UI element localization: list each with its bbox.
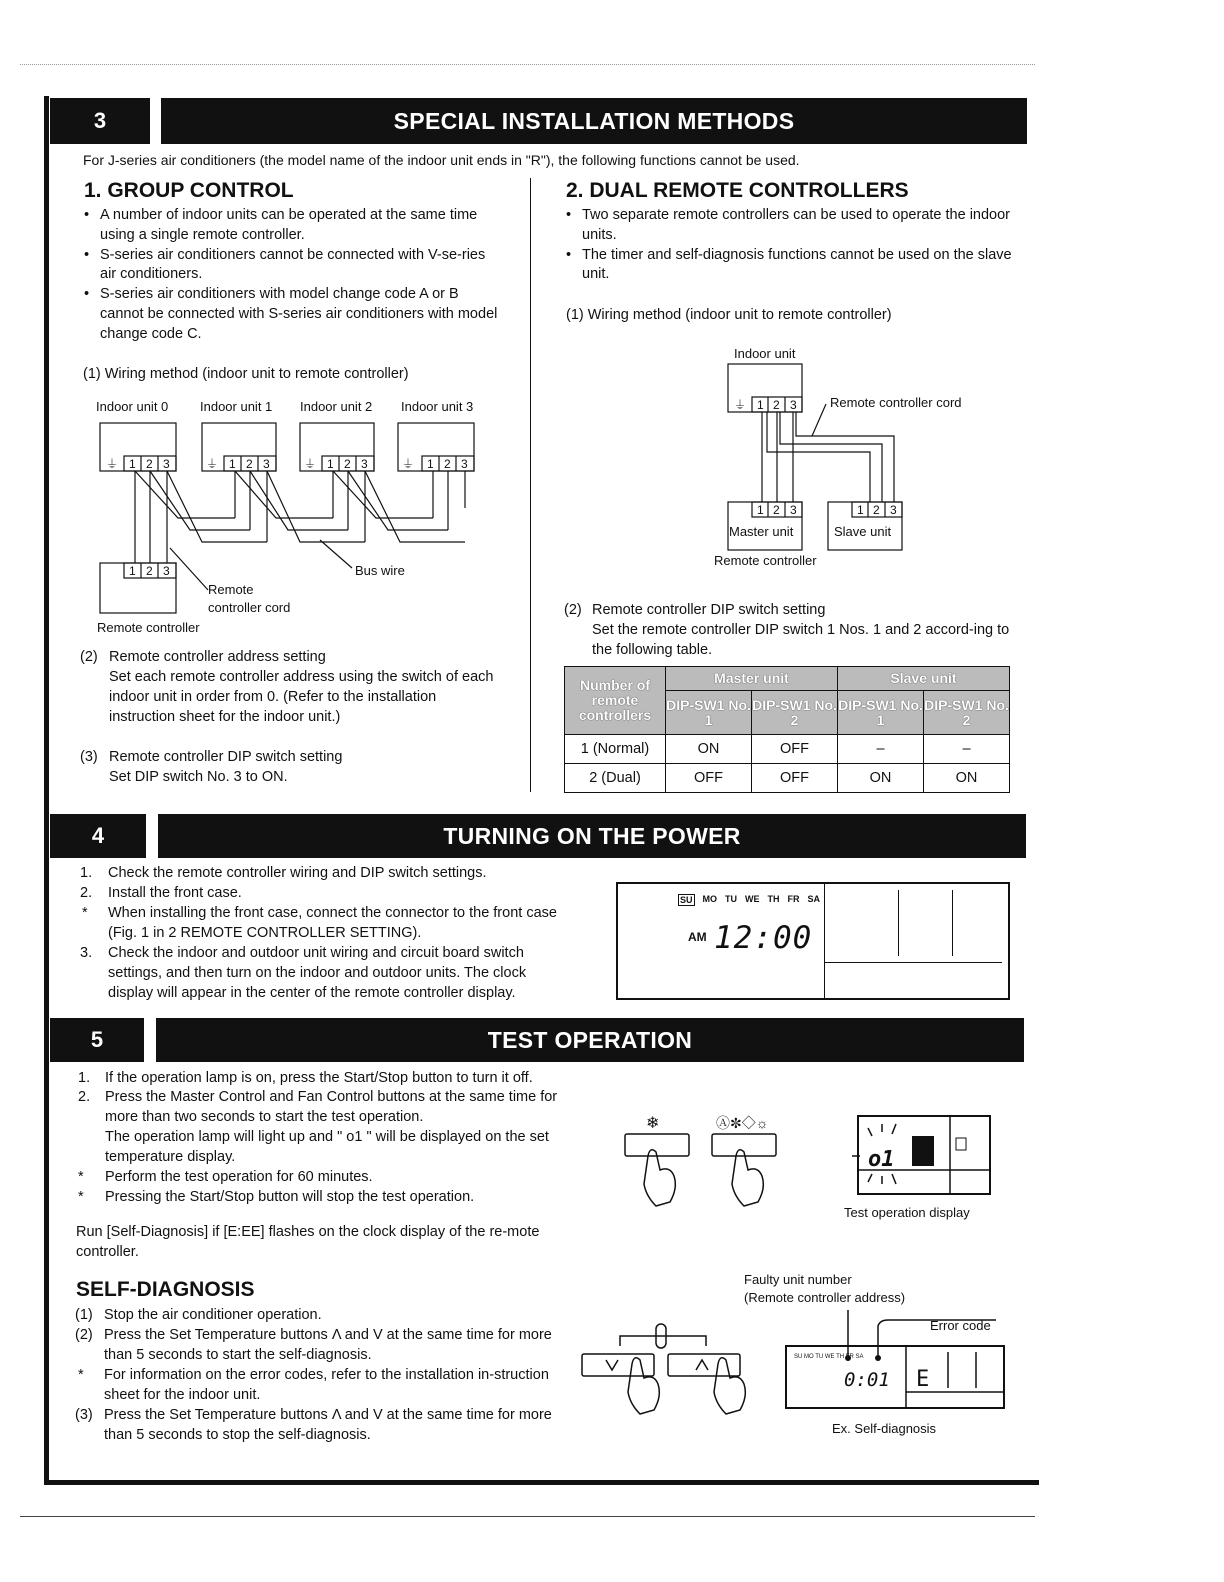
remote-controller-label: Remote controller xyxy=(714,553,817,568)
hand-icon xyxy=(644,1150,675,1206)
section-4-number: 4 xyxy=(50,814,146,858)
table-cell: ON xyxy=(838,764,924,793)
item-marker: 3. xyxy=(80,945,93,961)
svg-text:1: 1 xyxy=(857,503,864,517)
svg-text:1: 1 xyxy=(757,398,764,412)
item-marker: 1. xyxy=(80,865,93,881)
faulty-unit-label-2: (Remote controller address) xyxy=(744,1290,906,1305)
svg-text:1: 1 xyxy=(757,503,764,517)
address-setting-body: Set each remote controller address using the switch of each indoor unit in order from 0. (Refer to the installation instruction sheet for the indoor unit.) xyxy=(109,669,494,725)
item-marker: (2) xyxy=(75,1327,93,1343)
table-header: Slave unit xyxy=(838,667,1010,691)
table-subheader: DIP-SW1 No. 2 xyxy=(924,691,1010,735)
indoor-unit-2-label: Indoor unit 2 xyxy=(300,399,373,414)
master-unit-label: Master unit xyxy=(729,524,794,539)
remote-cord-label: Remote controller cord xyxy=(830,395,962,410)
indoor-unit-1-label: Indoor unit 1 xyxy=(200,399,273,414)
svg-text:2: 2 xyxy=(146,564,153,578)
table-subheader: DIP-SW1 No. 1 xyxy=(838,691,924,735)
svg-text:2: 2 xyxy=(773,503,780,517)
diag-step: Stop the air conditioner operation. xyxy=(104,1307,322,1323)
item-marker: * xyxy=(78,1169,84,1185)
svg-text:3: 3 xyxy=(790,503,797,517)
group-wiring-caption: (1) Wiring method (indoor unit to remote controller) xyxy=(83,366,409,382)
item-marker: 2. xyxy=(80,885,93,901)
table-row xyxy=(565,735,1010,764)
test-step: Press the Master Control and Fan Control buttons at the same time for more than two seconds to start the test operation. xyxy=(105,1089,558,1125)
dip-setting-body: Set DIP switch No. 3 to ON. xyxy=(109,769,288,785)
table-header: Master unit xyxy=(666,667,838,691)
ground-symbol: ⏚ xyxy=(304,457,317,471)
section-3-intro: For J-series air conditioners (the model name of the indoor unit ends in "R"), the following functions cannot be used. xyxy=(83,152,800,168)
diag-error-code: E xyxy=(916,1367,930,1392)
svg-text:3: 3 xyxy=(361,457,368,471)
table-cell: ON xyxy=(924,764,1010,793)
table-subheader: DIP-SW1 No. 2 xyxy=(752,691,838,735)
slave-unit-label: Slave unit xyxy=(834,524,892,539)
test-step: The operation lamp will light up and " o1 " will be displayed on the set temperature display. xyxy=(105,1129,549,1165)
item-marker: * xyxy=(82,905,88,921)
diag-step: For information on the error codes, refer to the installation in-struction sheet for the indoor unit. xyxy=(104,1367,549,1403)
item-marker: 1. xyxy=(78,1070,91,1086)
bullet: • Two separate remote controllers can be used to operate the indoor units. xyxy=(564,206,1016,246)
power-step: Check the remote controller wiring and DIP switch settings. xyxy=(108,865,487,881)
step-number: (3) xyxy=(80,749,98,765)
ground-symbol: ⏚ xyxy=(106,457,119,471)
section-4-title: TURNING ON THE POWER xyxy=(158,814,1026,858)
section-3-title: SPECIAL INSTALLATION METHODS xyxy=(161,98,1027,144)
bullet: • S-series air conditioners cannot be connected with V-se-ries air conditioners. xyxy=(82,246,500,286)
dual-dip-title: Remote controller DIP switch setting xyxy=(592,602,826,618)
remote-cord-label-2: controller cord xyxy=(208,600,291,615)
section-5-title: TEST OPERATION xyxy=(156,1018,1024,1062)
dip-setting-title: Remote controller DIP switch setting xyxy=(109,749,343,765)
diag-step: Press the Set Temperature buttons Λ and V at the same time for more than 5 seconds to stop the self-diagnosis. xyxy=(104,1407,552,1443)
self-diagnosis-illustration xyxy=(576,1308,1016,1418)
test-operation-illustration xyxy=(620,1110,1000,1220)
test-display-label: Test operation display xyxy=(844,1205,970,1220)
mode-indicator xyxy=(956,1138,966,1150)
ground-symbol: ⏚ xyxy=(734,398,747,412)
remote-cord-label-1: Remote xyxy=(208,582,254,597)
test-step: Perform the test operation for 60 minutes. xyxy=(105,1169,373,1185)
bottom-rule xyxy=(20,1516,1035,1517)
down-arrow-icon xyxy=(606,1360,618,1370)
error-code-label: Error code xyxy=(930,1318,991,1333)
svg-text:3: 3 xyxy=(163,564,170,578)
dual-dip-body: Set the remote controller DIP switch 1 Nos. 1 and 2 accord-ing to the following table. xyxy=(592,622,1010,658)
svg-text:3: 3 xyxy=(890,503,897,517)
step-number: (2) xyxy=(564,602,582,618)
power-step: When installing the front case, connect the connector to the front case (Fig. 1 in 2 REMOTE CONTROLLER SETTING). xyxy=(108,905,557,941)
group-wiring-diagram xyxy=(90,418,510,648)
svg-text:3: 3 xyxy=(461,457,468,471)
remote-controller-label: Remote controller xyxy=(97,620,200,635)
svg-text:3: 3 xyxy=(263,457,270,471)
group-control-heading: 1. GROUP CONTROL xyxy=(84,179,294,202)
section-5-number: 5 xyxy=(50,1018,144,1062)
power-step: Check the indoor and outdoor unit wiring and circuit board switch settings, and then turn on the indoor and outdoor units. The clock display will appear in the center of the remote controller display. xyxy=(108,945,527,1001)
table-cell: – xyxy=(924,735,1010,764)
table-cell: – xyxy=(838,735,924,764)
svg-text:2: 2 xyxy=(344,457,351,471)
self-diagnosis-heading: SELF-DIAGNOSIS xyxy=(76,1278,255,1301)
table-cell: 1 (Normal) xyxy=(565,735,666,764)
test-step: Pressing the Start/Stop button will stop the test operation. xyxy=(105,1189,475,1205)
lcd-am: AM xyxy=(688,930,707,944)
table-cell: OFF xyxy=(752,764,838,793)
diag-unit-number: 0:01 xyxy=(844,1369,890,1391)
ground-symbol: ⏚ xyxy=(206,457,219,471)
svg-text:2: 2 xyxy=(773,398,780,412)
faulty-unit-label-1: Faulty unit number xyxy=(744,1272,852,1287)
table-cell: 2 (Dual) xyxy=(565,764,666,793)
top-rule xyxy=(20,64,1035,65)
self-diagnosis-example-label: Ex. Self-diagnosis xyxy=(832,1421,937,1436)
indoor-unit-3-label: Indoor unit 3 xyxy=(401,399,474,414)
test-step: If the operation lamp is on, press the Start/Stop button to turn it off. xyxy=(105,1070,533,1086)
bus-wire-label: Bus wire xyxy=(355,563,405,578)
svg-text:2: 2 xyxy=(873,503,880,517)
table-row xyxy=(565,764,1010,793)
fan-icon: ❄ xyxy=(646,1115,660,1132)
dip-switch-table xyxy=(564,666,1010,793)
svg-text:2: 2 xyxy=(146,457,153,471)
section-3-number: 3 xyxy=(50,98,150,144)
svg-text:1: 1 xyxy=(327,457,334,471)
dual-remote-heading: 2. DUAL REMOTE CONTROLLERS xyxy=(566,179,909,202)
up-arrow-icon xyxy=(696,1360,708,1370)
item-marker: (1) xyxy=(75,1307,93,1323)
svg-text:1: 1 xyxy=(427,457,434,471)
svg-text:3: 3 xyxy=(163,457,170,471)
bullet: • The timer and self-diagnosis functions cannot be used on the slave unit. xyxy=(564,246,1016,286)
lcd-time: 12:00 xyxy=(714,920,813,956)
test-code: o1 xyxy=(868,1147,895,1172)
run-self-diagnosis-note: Run [Self-Diagnosis] if [E:EE] flashes on the clock display of the re-mote controller. xyxy=(76,1224,540,1260)
step-number: (2) xyxy=(80,649,98,665)
item-marker: 2. xyxy=(78,1089,91,1105)
power-step: Install the front case. xyxy=(108,885,242,901)
lcd-weekdays: SU MO TU WE TH FR SA xyxy=(680,894,821,905)
indoor-unit-label: Indoor unit xyxy=(734,346,796,361)
group-control-bullets xyxy=(82,206,500,345)
item-marker: (3) xyxy=(75,1407,93,1423)
svg-text:2: 2 xyxy=(444,457,451,471)
item-marker: * xyxy=(78,1189,84,1205)
clock-lcd-display xyxy=(616,882,1010,1000)
bullet: • A number of indoor units can be operated at the same time using a single remote controller. xyxy=(82,206,500,246)
table-cell: ON xyxy=(666,735,752,764)
fan-speed-bars xyxy=(912,1136,934,1166)
table-header: Number of remote controllers xyxy=(565,667,666,735)
svg-text:1: 1 xyxy=(229,457,236,471)
column-divider xyxy=(530,178,531,792)
svg-text:3: 3 xyxy=(790,398,797,412)
diag-step: Press the Set Temperature buttons Λ and V at the same time for more than 5 seconds to start the self-diagnosis. xyxy=(104,1327,552,1363)
item-marker: * xyxy=(78,1367,84,1383)
table-cell: OFF xyxy=(752,735,838,764)
svg-text:2: 2 xyxy=(246,457,253,471)
indoor-unit-0-label: Indoor unit 0 xyxy=(96,399,169,414)
ground-symbol: ⏚ xyxy=(402,457,415,471)
hand-icon xyxy=(732,1150,763,1206)
bullet: • S-series air conditioners with model change code A or B cannot be connected with S-series air conditioners with model change code C. xyxy=(82,285,500,344)
dual-remote-bullets xyxy=(564,206,1016,285)
table-cell: OFF xyxy=(666,764,752,793)
svg-text:1: 1 xyxy=(129,564,136,578)
mode-icons: Ⓐ✼◇☼ xyxy=(716,1115,769,1131)
svg-text:1: 1 xyxy=(129,457,136,471)
address-setting-title: Remote controller address setting xyxy=(109,649,326,665)
dual-wiring-caption: (1) Wiring method (indoor unit to remote controller) xyxy=(566,307,892,323)
fan-control-button xyxy=(625,1134,689,1156)
table-subheader: DIP-SW1 No. 1 xyxy=(666,691,752,735)
diag-lcd-weekdays: SU MO TU WE TH FR SA xyxy=(794,1354,864,1360)
